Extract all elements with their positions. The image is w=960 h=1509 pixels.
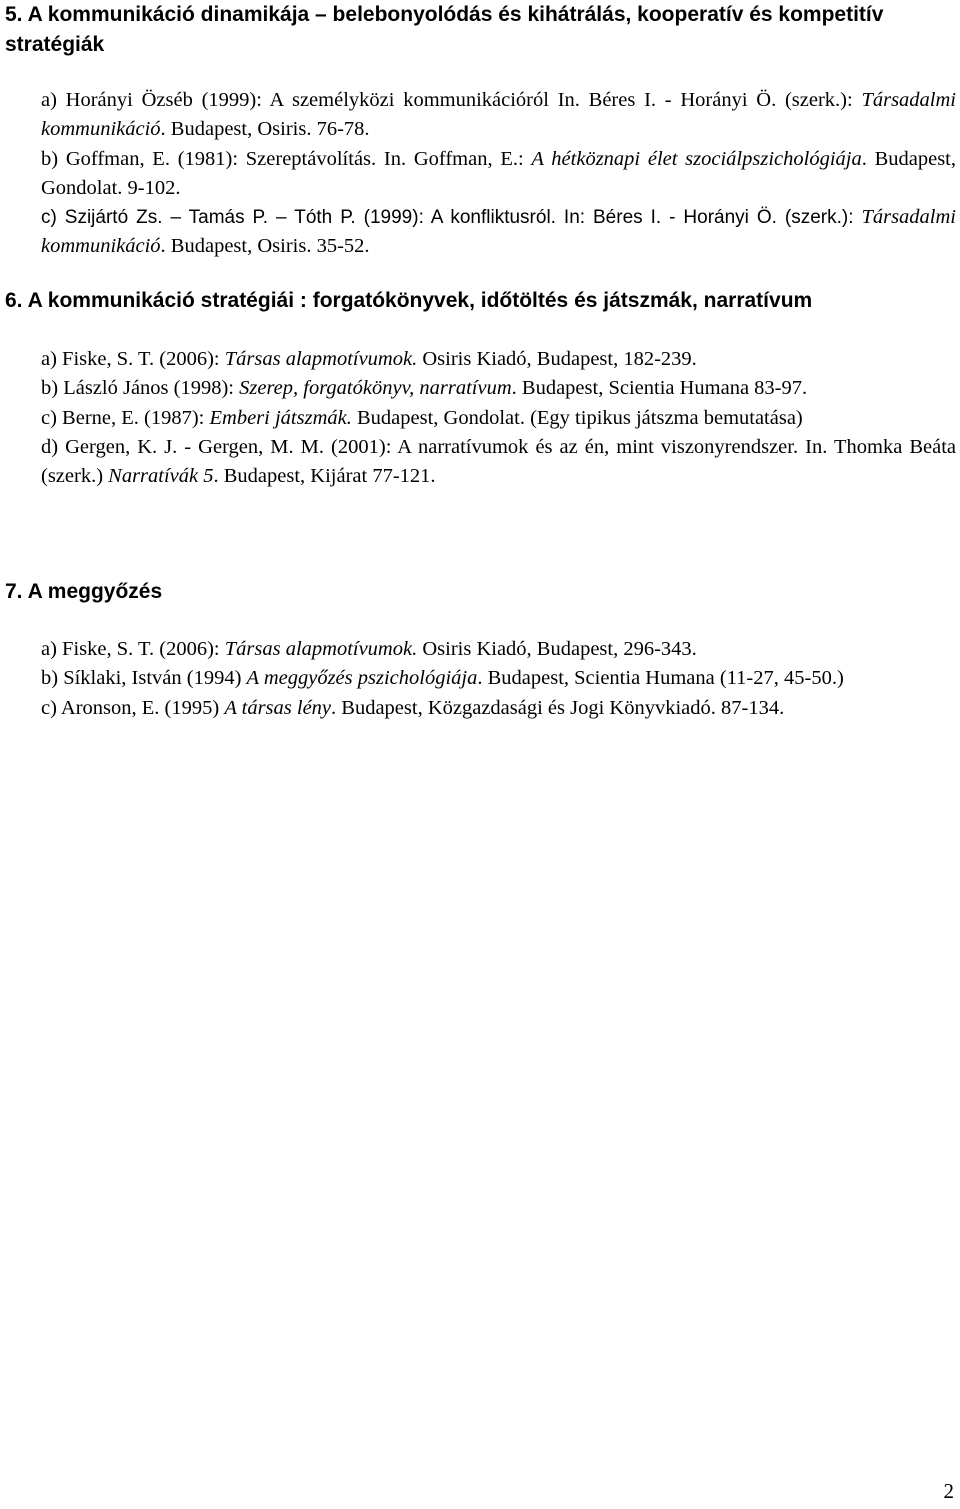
- reference-text: . Budapest, Osiris. 76-78.: [160, 118, 370, 141]
- reference-title: Társas alapmotívumok.: [224, 638, 418, 660]
- reference-text: . Budapest, Kijárat 77-121.: [213, 465, 436, 488]
- section-6: [0, 286, 960, 316]
- reference-item: [41, 345, 956, 374]
- reference-item: [41, 635, 956, 664]
- reference-text: . Budapest, Osiris. 35-52.: [160, 235, 370, 258]
- reference-list-7: [41, 635, 956, 723]
- section-7: [0, 577, 960, 607]
- reference-text: a) Horányi Özséb (1999): A személyközi kommunikációról In. Béres I. - Horányi Ö. (szerk.):: [41, 89, 862, 111]
- reference-item: [41, 374, 956, 403]
- reference-text: c) Aronson, E. (1995): [41, 696, 225, 719]
- reference-text: b) Goffman, E. (1981): Szereptávolítás. In. Goffman, E.:: [41, 147, 532, 170]
- reference-text: a) Fiske, S. T. (2006):: [41, 348, 225, 370]
- reference-item: [41, 433, 956, 492]
- reference-list-5: [41, 86, 956, 262]
- reference-title: Emberi játszmák.: [209, 406, 352, 429]
- reference-title: Szerep, forgatókönyv, narratívum: [239, 377, 512, 400]
- section-heading: 6. A kommunikáció stratégiái : forgatókönyvek, időtöltés és játszmák, narratívum: [5, 289, 813, 312]
- reference-title: A meggyőzés pszichológiája: [246, 667, 478, 690]
- reference-item: [41, 145, 956, 204]
- reference-title: Társas alapmotívumok.: [224, 348, 418, 370]
- reference-item: [41, 664, 956, 693]
- reference-text: . Budapest, Scientia Humana (11-27, 45-50.): [477, 667, 844, 690]
- reference-item: [41, 404, 956, 433]
- reference-text: b) László János (1998):: [41, 377, 240, 400]
- reference-title: Társadalmi kommunikáció: [41, 89, 956, 141]
- reference-list-6: [41, 345, 956, 491]
- reference-text: d) Gergen, K. J. - Gergen, M. M. (2001): A narratívumok és az én, mint viszonyrendszer. In. Thomka Beáta (szerk.): [41, 435, 956, 488]
- reference-text: b) Síklaki, István (1994): [41, 667, 247, 690]
- reference-text: c) Berne, E. (1987):: [41, 406, 210, 429]
- reference-item: [41, 203, 956, 262]
- section-5: [0, 0, 960, 60]
- reference-text: . Budapest, Gondolat. 9-102.: [41, 147, 957, 199]
- section-heading: 7. A meggyőzés: [5, 580, 163, 603]
- reference-text: Osiris Kiadó, Budapest, 182-239.: [417, 348, 697, 370]
- reference-item: [41, 86, 956, 145]
- reference-text: Budapest, Gondolat. (Egy tipikus játszma bemutatása): [351, 406, 803, 429]
- reference-text: . Budapest, Közgazdasági és Jogi Könyvkiadó. 87-134.: [331, 696, 785, 719]
- reference-title: Narratívák 5: [108, 465, 214, 488]
- reference-text: c) Szijártó Zs. – Tamás P. – Tóth P. (1999): A konfliktusról. In: Béres I. - Horányi Ö. (szerk.):: [41, 207, 862, 229]
- reference-text: . Budapest, Scientia Humana 83-97.: [511, 377, 808, 400]
- page-number: 2: [943, 1479, 954, 1503]
- reference-text: a) Fiske, S. T. (2006):: [41, 638, 225, 660]
- section-heading: 5. A kommunikáció dinamikája – belebonyolódás és kihátrálás, kooperatív és kompetitív stratégiák: [5, 3, 884, 56]
- reference-title: Társadalmi kommunikáció: [41, 206, 956, 258]
- reference-text: Osiris Kiadó, Budapest, 296-343.: [417, 638, 697, 660]
- reference-title: A társas lény: [224, 696, 332, 719]
- reference-title: A hétköznapi élet szociálpszichológiája: [531, 147, 862, 170]
- reference-item: [41, 694, 956, 723]
